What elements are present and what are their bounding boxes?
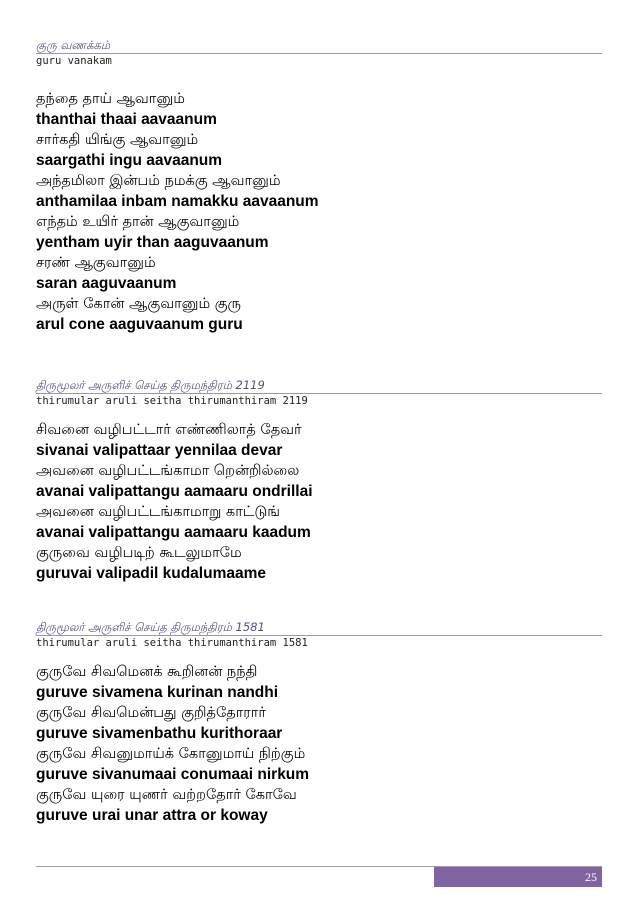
transliteration-line: avanai valipattangu aamaaru kaadum	[36, 524, 311, 541]
tamil-line: குருவே யுரை யுணர் வற்றதோர் கோவே	[36, 787, 297, 803]
tamil-line: அவனை வழிபட்டங்காமாறு காட்டுங்	[36, 504, 280, 520]
tamil-line: சார்கதி யிங்கு ஆவானும்	[36, 132, 199, 148]
tamil-line: குருவே சிவமென்பது குறித்தோரார்	[36, 705, 266, 721]
verse-block	[36, 89, 602, 335]
tamil-line: அந்தமிலா இன்பம் நமக்கு ஆவானும்	[36, 173, 281, 189]
tamil-line: எந்தம் உயிர் தான் ஆகுவானும்	[36, 214, 240, 230]
heading-divider	[36, 635, 602, 636]
transliteration-line: guruvai valipadil kudalumaame	[36, 565, 266, 582]
transliteration-line: avanai valipattangu aamaaru ondrillai	[36, 483, 313, 500]
verse-block	[36, 662, 602, 826]
tamil-line: குருவே சிவனுமாய்க் கோனுமாய் நிற்கும்	[36, 746, 306, 762]
transliteration-line: yentham uyir than aaguvaanum	[36, 234, 269, 251]
page-number-badge	[434, 867, 602, 887]
tamil-line: சரண் ஆகுவானும்	[36, 255, 156, 271]
transliteration-line: anthamilaa inbam namakku aavaanum	[36, 193, 319, 210]
tamil-line: அருள் கோன் ஆகுவானும் குரு	[36, 296, 241, 312]
document-page	[36, 0, 602, 903]
transliteration-line: thanthai thaai aavaanum	[36, 111, 217, 128]
heading-divider	[36, 53, 602, 54]
transliteration-line: arul cone aaguvaanum guru	[36, 316, 243, 333]
transliteration-line: sivanai valipattaar yennilaa devar	[36, 442, 283, 459]
tamil-line: குருவை வழிபடிற் கூடலுமாமே	[36, 545, 242, 561]
section-thirumanthiram-1581	[36, 620, 602, 826]
section-thirumanthiram-2119	[36, 378, 602, 584]
section-subheading: guru vanakam	[36, 55, 112, 67]
section-heading: திருமூலர் அருளிச் செய்த திருமந்திரம் 2119	[36, 378, 265, 392]
transliteration-line: saran aaguvaanum	[36, 275, 177, 292]
tamil-line: அவனை வழிபட்டங்காமா றென்றில்லை	[36, 463, 300, 479]
section-heading: திருமூலர் அருளிச் செய்த திருமந்திரம் 1581	[36, 620, 265, 634]
tamil-line: குருவே சிவமெனக் கூறினன் நந்தி	[36, 664, 258, 680]
transliteration-line: guruve sivamenbathu kurithoraar	[36, 725, 283, 742]
section-heading: குரு வணக்கம்	[36, 38, 111, 52]
section-subheading: thirumular aruli seitha thirumanthiram 1581	[36, 637, 308, 649]
transliteration-line: guruve sivamena kurinan nandhi	[36, 684, 279, 701]
transliteration-line: guruve urai unar attra or koway	[36, 807, 268, 824]
transliteration-line: guruve sivanumaai conumaai nirkum	[36, 766, 310, 783]
section-subheading: thirumular aruli seitha thirumanthiram 2119	[36, 395, 308, 407]
section-guru-vanakam	[36, 38, 602, 335]
page-number: 25	[585, 869, 597, 884]
tamil-line: தந்தை தாய் ஆவானும்	[36, 91, 185, 107]
tamil-line: சிவனை வழிபட்டார் எண்ணிலாத் தேவர்	[36, 422, 302, 438]
transliteration-line: saargathi ingu aavaanum	[36, 152, 223, 169]
heading-divider	[36, 393, 602, 394]
verse-block	[36, 420, 602, 584]
